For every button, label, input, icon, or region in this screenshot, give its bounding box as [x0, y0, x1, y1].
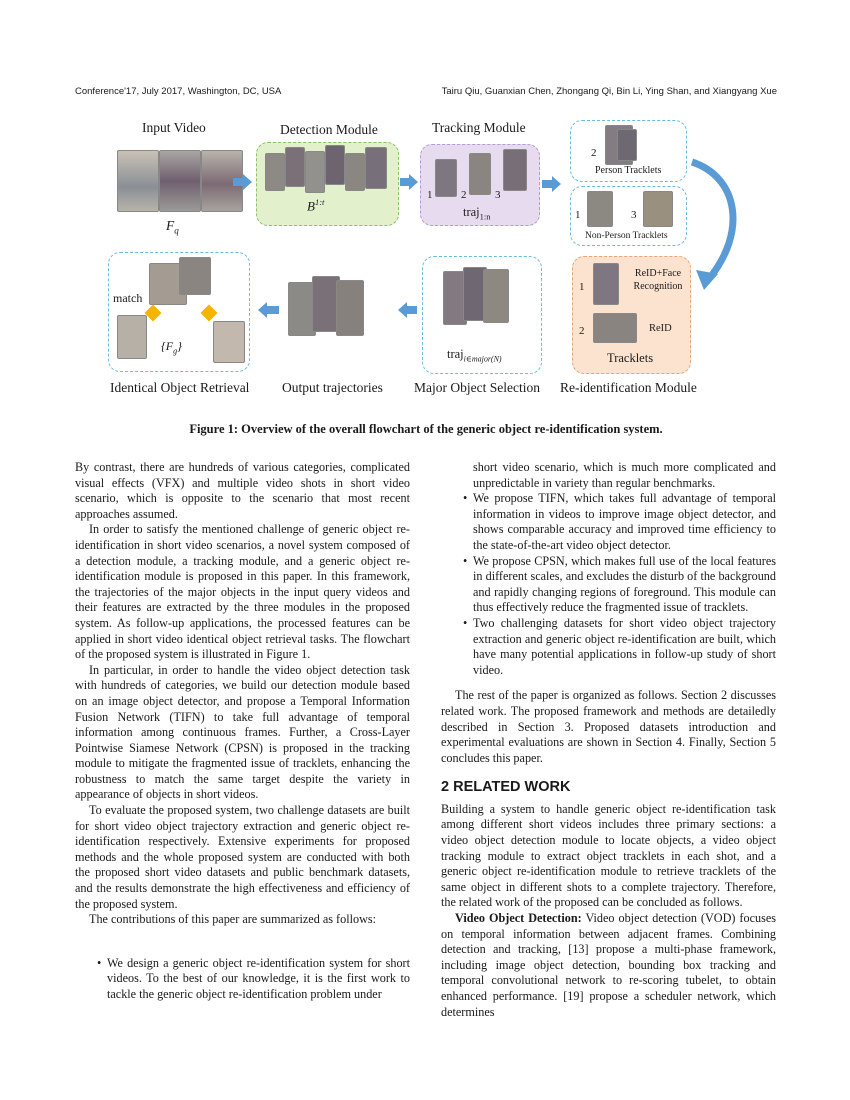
figure-caption: Figure 1: Overview of the overall flowchart of the generic object re-identification system.: [189, 422, 663, 436]
label-reid-module: Re-identification Module: [560, 380, 697, 395]
paragraph: In order to satisfy the mentioned challenge of generic object re-identification in short video scenarios, a novel system composed of a detection module, a tracking module, and a generic object re-identification module is proposed in this paper. In this framework, the trajectories of the major objects in the input query videos and their features are extracted by the three modules in the proposed system. As follow-up applications, the processed features can be applied in short video identical object retrieval tasks. The flowchart of the proposed system is illustrated in Figure 1.: [75, 522, 410, 662]
match-label: match: [113, 291, 143, 305]
reid-box: [572, 256, 691, 374]
label-detection-module: Detection Module: [280, 122, 378, 137]
nonperson-tracklets-label: Non-Person Tracklets: [585, 231, 668, 241]
arrow-right-1: [233, 178, 243, 186]
symbol-traj-major: traj$_{i\in major(N)}$: [447, 347, 502, 364]
symbol-traj: traj$_{1:n}$: [463, 205, 491, 222]
person-num-2: 2: [591, 147, 597, 159]
header-authors: Tairu Qiu, Guanxian Chen, Zhongang Qi, Bin Li, Ying Shan, and Xiangyang Xue: [441, 86, 777, 97]
bullet-item: • Two challenging datasets for short video object trajectory extraction and generic object re-identification are built, which have many potential applications in follow-up study of short video.: [463, 615, 776, 677]
label-identical-retrieval: Identical Object Retrieval: [110, 380, 250, 395]
reid-label: ReID: [649, 323, 672, 334]
track-num-2: 2: [461, 189, 467, 201]
vod-text: Video object detection (VOD) focuses on temporal information between adjacent frames. Combining detection and tracking, [13] propose a multi-phase framework, including image object detection, bounding box tracking and temporal convolutional network to re-scoring tubelet, to obtain enhanced performance. [19] propose a scheduler network, which determines: [441, 911, 776, 1019]
retrieval-box: [108, 252, 250, 372]
left-column: [75, 460, 410, 1003]
input-video-frames: [117, 150, 241, 212]
arrow-left-1-head: [398, 302, 407, 318]
section-heading: 2 RELATED WORK: [441, 779, 571, 796]
paragraph: The rest of the paper is organized as follows. Section 2 discusses related work. The proposed framework and methods are detailedly described in Section 3. Proposed datasets introduction and experimental evaluations are shown in Section 4. Finally, Section 5 concludes this paper.: [441, 688, 776, 765]
arrow-left-2-head: [258, 302, 267, 318]
arrow-right-3: [542, 180, 552, 188]
track-num-1: 1: [427, 189, 433, 201]
label-major-selection: Major Object Selection: [414, 380, 540, 395]
arrow-left-1: [407, 306, 417, 314]
tracking-box: [420, 144, 540, 226]
major-selection-box: [422, 256, 542, 374]
curved-down-arrow: [688, 152, 750, 292]
reid-num-1: 1: [579, 281, 585, 293]
track-num-3: 3: [495, 189, 501, 201]
bullet-item: • We propose CPSN, which makes full use of the local features in different scales, and excludes the disturb of the background and rapidly changing regions of foreground. This module can thus effectively reduce the fragmented issue of tracklets.: [463, 553, 776, 615]
detection-box: [256, 142, 399, 226]
symbol-b: $B^{1:t}$: [307, 197, 325, 214]
paragraph: [441, 911, 776, 1020]
bullet-item: • We propose TIFN, which takes full advantage of temporal information in videos to improve image object detector, and shows comparable accuracy and improved time efficiency to the state-of-the-art video object detector.: [463, 491, 776, 552]
match-arrow-left: [145, 305, 162, 322]
label-input-video: Input Video: [142, 120, 206, 135]
person-tracklets-box: [570, 120, 687, 182]
match-arrow-right: [201, 305, 218, 322]
paragraph: Building a system to handle generic object re-identification task among different short videos includes three primary sections: a video object detection module to locate objects, a video object tracking module to extract object tracklets in each shot, and a generic object re-identification module to retrieve tracklets of the same object in different shots to a complete trajectory. Therefore, the related work of the proposed can be concluded as follows.: [441, 801, 776, 910]
arrow-right-3-head: [552, 176, 561, 192]
bullet-item: • We design a generic object re-identification system for short videos. To the best of our knowledge, it is the first work to tackle the generic object re-identification problem under: [97, 955, 410, 1001]
paragraph: In particular, in order to handle the video object detection task with hundreds of categories, we build our detection module based on an image object detector, and propose a Temporal Information Fusion Network (TIFN) to take full advantage of temporal information among continuous frames. Further, a Cross-Layer Pointwise Siamese Network (CPSN) is proposed in the tracking module to mitigate the fragmented issue of tracklets, enhancing the robustness to match the same target despite the variety in appearance of objects in short videos.: [75, 662, 410, 802]
nonperson-num-1: 1: [575, 209, 581, 221]
label-output-trajectories: Output trajectories: [282, 380, 383, 395]
paragraph: The contributions of this paper are summarized as follows:: [89, 912, 377, 927]
arrow-right-1-head: [243, 174, 252, 190]
vod-heading: Video Object Detection:: [455, 911, 582, 926]
arrow-right-2-head: [409, 174, 418, 190]
bullet-continuation: short video scenario, which is much more complicated and unpredictable in variety than regular benchmarks.: [473, 460, 776, 490]
paragraph: To evaluate the proposed system, two challenge datasets are built for short video object trajectory extraction and generic object re-identification respectively. Extensive experiments for proposed methods and the whole proposed system are conducted with both the proposed short video datasets and public benchmark datasets, and the results demonstrate the high effectiveness and efficiency of the proposed system.: [75, 803, 410, 911]
reid-face-label: ReID+Face Recognition: [633, 268, 683, 292]
arrow-right-2: [400, 178, 409, 186]
output-trajectories-images: [288, 272, 388, 352]
label-tracking-module: Tracking Module: [432, 120, 526, 135]
tracklets-label: Tracklets: [607, 351, 654, 365]
right-column: [441, 460, 776, 1020]
reid-num-2: 2: [579, 325, 585, 337]
arrow-left-2: [267, 306, 279, 314]
flowchart-figure: [100, 112, 750, 412]
symbol-fq: $F_q$: [166, 218, 179, 236]
symbol-fg: $\{F_g\}$: [161, 339, 182, 356]
nonperson-tracklets-box: [570, 186, 687, 246]
header-conference: Conference'17, July 2017, Washington, DC, USA: [75, 86, 282, 97]
nonperson-num-3: 3: [631, 209, 637, 221]
paragraph: By contrast, there are hundreds of various categories, complicated visual effects (VFX) and multiple video shots in short video scenario, which is opposite to the scenario that most recent approaches assumed.: [75, 460, 410, 521]
person-tracklets-label: Person Tracklets: [595, 165, 662, 176]
